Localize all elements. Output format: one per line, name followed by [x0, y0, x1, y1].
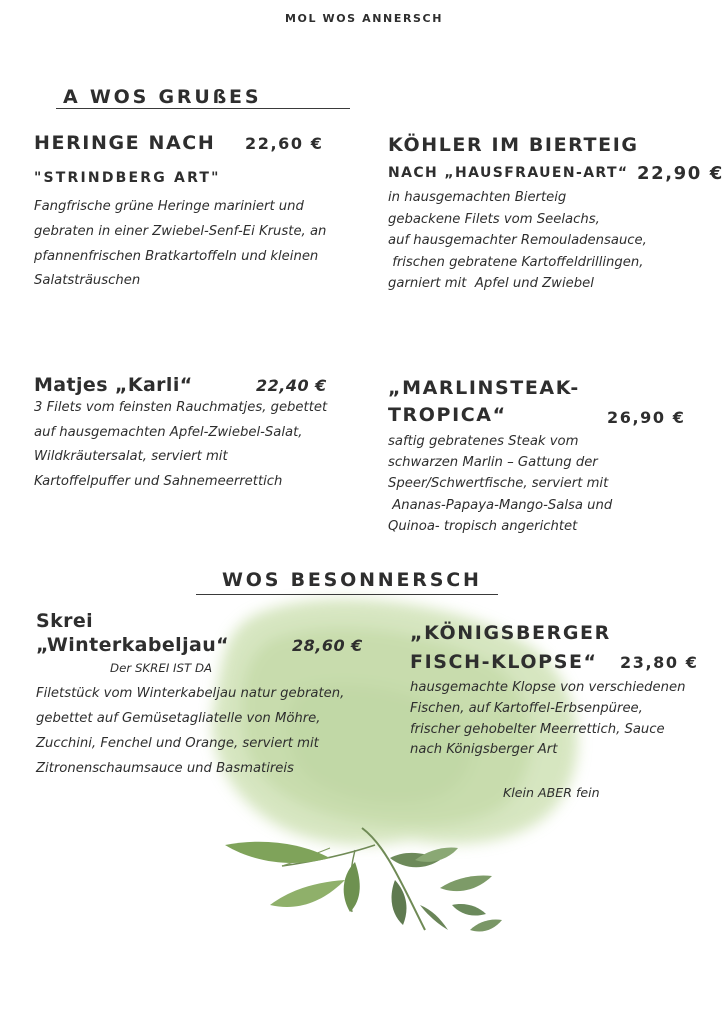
description-line: gebraten in einer Zwiebel-Senf-Ei Kruste, an [34, 223, 327, 239]
description-line: Salatsträuschen [34, 273, 141, 289]
item-price: 22,40 € [256, 376, 327, 395]
description-line: Wildkräutersalat, serviert mit [34, 449, 228, 465]
item-price: 22,60 € [245, 134, 324, 153]
description-line: 3 Filets vom feinsten Rauchmatjes, gebettet [34, 400, 328, 415]
item-tagline: Der SKREI IST DA [110, 661, 213, 675]
description-line: gebettet auf Gemüsetagliatelle von Möhre, [36, 711, 321, 726]
description-line: Speer/Schwertfische, serviert mit [388, 476, 609, 492]
item-description [34, 396, 327, 494]
description-line: schwarzen Marlin – Gattung der [388, 455, 598, 471]
item-description [36, 681, 344, 781]
item-name-sub: NACH „HAUSFRAUEN-ART“ [388, 165, 629, 181]
description-line: Filetstück vom Winterkabeljau natur gebraten, [36, 686, 345, 701]
item-name-sub: TROPICA“ [388, 404, 507, 426]
item-name: HERINGE NACH [34, 132, 216, 154]
item-price: 22,90 € [637, 163, 724, 184]
item-name-sub: FISCH-KLOPSE“ [410, 651, 598, 673]
description-line: Fischen, auf Kartoffel-Erbsenpüree, [410, 700, 643, 716]
item-tagline: Klein ABER fein [503, 785, 600, 800]
item-price: 28,60 € [292, 636, 363, 655]
item-name-sub: "STRINDBERG ART" [34, 170, 221, 186]
section-divider [196, 594, 498, 595]
description-line: Kartoffelpuffer und Sahnemeerrettich [34, 473, 283, 489]
description-line: garniert mit Apfel und Zwiebel [388, 276, 594, 292]
description-line: nach Königsberger Art [410, 742, 558, 758]
description-line: saftig gebratenes Steak vom [388, 434, 579, 449]
item-name-sub: „Winterkabeljau“ [36, 634, 230, 656]
description-line: Zitronenschaumsauce und Basmatireis [36, 761, 294, 776]
item-description [34, 195, 326, 294]
item-name: Skrei [36, 610, 94, 632]
description-line: hausgemachte Klopse von verschiedenen [410, 680, 686, 695]
section-title-special: WOS BESONNERSCH [222, 569, 482, 591]
description-line: pfannenfrischen Bratkartoffeln und kleinen [34, 248, 319, 264]
item-price: 26,90 € [607, 408, 686, 427]
page-title: MOL WOS ANNERSCH [284, 12, 444, 25]
description-line: Fangfrische grüne Heringe mariniert und [34, 199, 304, 214]
item-description [410, 678, 685, 761]
item-name: Matjes „Karli“ [34, 374, 193, 396]
section-divider [56, 108, 350, 109]
description-line: Ananas-Papaya-Mango-Salsa und [388, 497, 613, 513]
description-line: frischen gebratene Kartoffeldrillingen, [388, 254, 644, 270]
description-line: Zucchini, Fenchel und Orange, serviert mit [36, 736, 319, 751]
section-title-greetings: A WOS GRUßES [63, 86, 262, 108]
description-line: gebackene Filets vom Seelachs, [388, 211, 600, 227]
item-price: 23,80 € [620, 653, 699, 672]
description-line: auf hausgemachter Remouladensauce, [388, 233, 647, 249]
item-description [388, 187, 647, 295]
item-name: „MARLINSTEAK- [388, 377, 580, 399]
description-line: auf hausgemachten Apfel-Zwiebel-Salat, [34, 424, 303, 440]
item-description [388, 431, 612, 537]
item-name: KÖHLER IM BIERTEIG [388, 134, 639, 156]
description-line: Quinoa- tropisch angerichtet [388, 518, 578, 534]
description-line: frischer gehobelter Meerrettich, Sauce [410, 721, 665, 737]
item-name: „KÖNIGSBERGER [410, 622, 611, 644]
description-line: in hausgemachten Bierteig [388, 190, 567, 205]
